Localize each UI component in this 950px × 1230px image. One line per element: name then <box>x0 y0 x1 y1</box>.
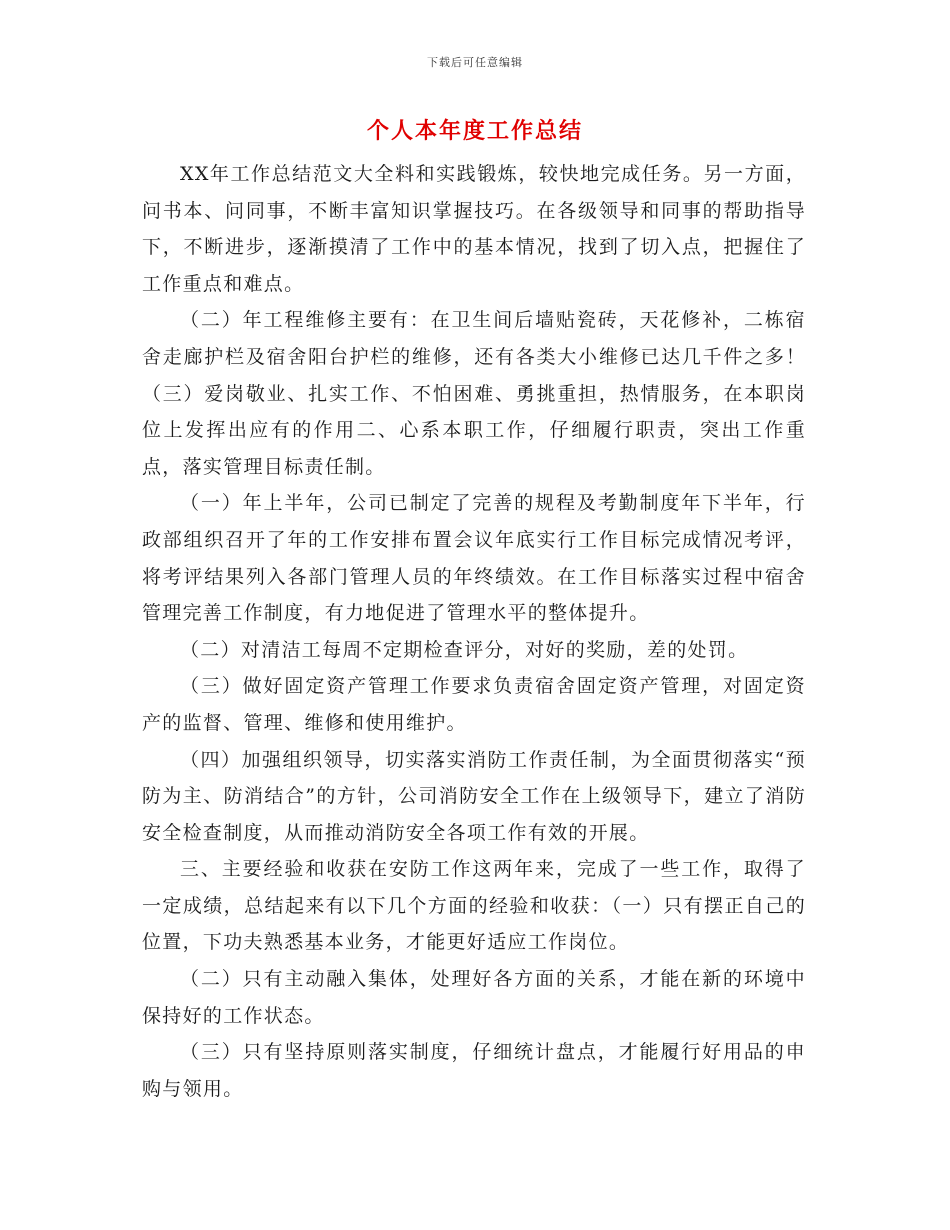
paragraph: （二）年工程维修主要有：在卫生间后墙贴瓷砖，天花修补，二栋宿舍走廊护栏及宿舍阳台护栏的维修，还有各类大小维修已达几千件之多！（三）爱岗敬业、扎实工作、不怕困难、勇挑重担，热情服务，在本职岗位上发挥出应有的作用二、心系本职工作，仔细履行职责，突出工作重点，落实管理目标责任制。 <box>142 309 806 478</box>
paragraph: XX年工作总结范文大全料和实践锻炼，较快地完成任务。另一方面，问书本、问同事，不断丰富知识掌握技巧。在各级领导和同事的帮助指导下，不断进步，逐渐摸清了工作中的基本情况，找到了切入点，把握住了工作重点和难点。 <box>142 163 806 295</box>
paragraph: （二）对清洁工每周不定期检查评分，对好的奖励，差的处罚。 <box>180 638 749 661</box>
paragraph: （三）做好固定资产管理工作要求负责宿舍固定资产管理，对固定资产的监督、管理、维修和使用维护。 <box>142 675 806 734</box>
page-header-note: 下载后可任意编辑 <box>427 56 523 69</box>
paragraph: （四）加强组织领导，切实落实消防工作责任制，为全面贯彻落实“预防为主、防消结合”的方针，公司消防安全工作在上级领导下，建立了消防安全检查制度，从而推动消防安全各项工作有效的开展。 <box>142 748 806 844</box>
paragraph: （一）年上半年，公司已制定了完善的规程及考勤制度年下半年，行政部组织召开了年的工作安排布置会议年底实行工作目标完成情况考评，将考评结果列入各部门管理人员的年终绩效。在工作目标落实过程中宿舍管理完善工作制度，有力地促进了管理水平的整体提升。 <box>142 492 806 625</box>
document-title: 个人本年度工作总结 <box>366 118 583 144</box>
paragraph: （二）只有主动融入集体，处理好各方面的关系，才能在新的环境中保持好的工作状态。 <box>142 968 806 1027</box>
document-body <box>142 156 806 1107</box>
paragraph: 三、主要经验和收获在安防工作这两年来，完成了一些工作，取得了一定成绩，总结起来有以下几个方面的经验和收获：（一）只有摆正自己的位置，下功夫熟悉基本业务，才能更好适应工作岗位。 <box>142 858 806 954</box>
paragraph: （三）只有坚持原则落实制度，仔细统计盘点，才能履行好用品的申购与领用。 <box>142 1041 806 1100</box>
